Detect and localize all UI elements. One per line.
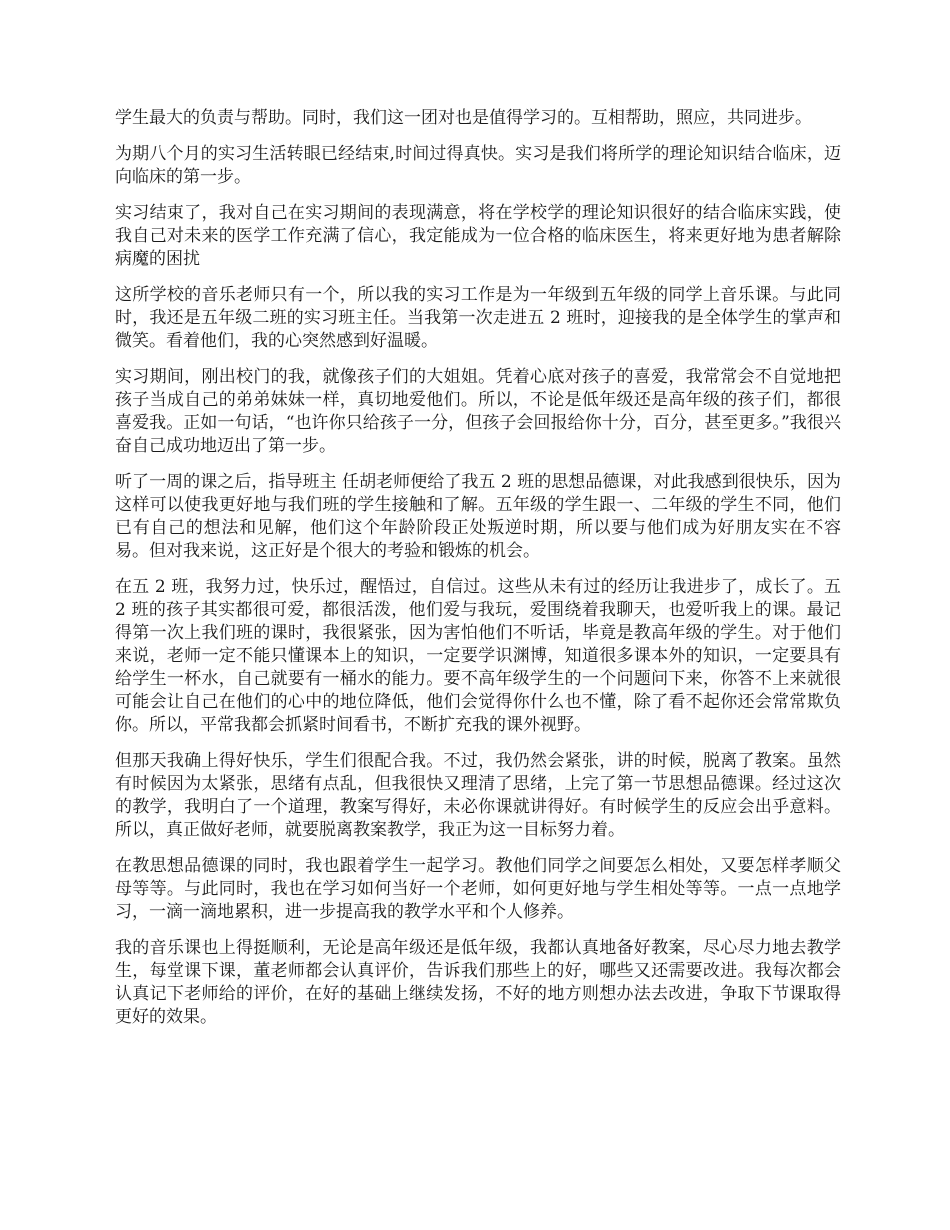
paragraph-10: 我的音乐课也上得挺顺利，无论是高年级还是低年级，我都认真地备好教案，尽心尽力地去教学生，每堂课下课，董老师都会认真评价，告诉我们那些上的好，哪些又还需要改进。我每次都会认真记下老师给的评价，在好的基础上继续发扬，不好的地方则想办法去改进，争取下节课取得更好的效果。 — [115, 938, 841, 1027]
paragraph-8: 但那天我确上得好快乐，学生们很配合我。不过，我仍然会紧张，讲的时候，脱离了教案。虽然有时候因为太紧张，思绪有点乱，但我很快又理清了思绪，上完了第一节思想品德课。经过这次的教学，我明白了一个道理，教案写得好，未必你课就讲得好。有时候学生的反应会出乎意料。所以，真正做好老师，就要脱离教案教学，我正为这一目标努力着。 — [115, 751, 841, 840]
paragraph-3: 实习结束了，我对自己在实习期间的表现满意，将在学校学的理论知识很好的结合临床实践，使我自己对未来的医学工作充满了信心，我定能成为一位合格的临床医生，将来更好地为患者解除病魔的困扰 — [115, 203, 841, 269]
paragraph-5: 实习期间，刚出校门的我，就像孩子们的大姐姐。凭着心底对孩子的喜爱，我常常会不自觉地把孩子当成自己的弟弟妹妹一样，真切地爱他们。所以，不论是低年级还是高年级的孩子们，都很喜爱我。正如一句话，“也许你只给孩子一分，但孩子会回报给你十分，百分，甚至更多。”我很兴奋自己成功地迈出了第一步。 — [115, 367, 841, 456]
paragraph-7: 在五 2 班，我努力过，快乐过，醒悟过，自信过。这些从未有过的经历让我进步了，成长了。五 2 班的孩子其实都很可爱，都很活泼，他们爱与我玩，爱围绕着我聊天，也爱听我上的课。最记得第一次上我们班的课时，我很紧张，因为害怕他们不听话，毕竟是教高年级的学生。对于他们来说，老师一定不能只懂课本上的知识，一定要学识渊博，知道很多课本外的知识，一定要具有给学生一杯水，自己就要有一桶水的能力。要不高年级学生的一个问题问下来，你答不上来就很可能会让自己在他们的心中的地位降低，他们会觉得你什么也不懂，除了看不起你还会常常欺负你。所以，平常我都会抓紧时间看书，不断扩充我的课外视野。 — [115, 577, 841, 735]
paragraph-4: 这所学校的音乐老师只有一个，所以我的实习工作是为一年级到五年级的同学上音乐课。与此同时，我还是五年级二班的实习班主任。当我第一次走进五 2 班时，迎接我的是全体学生的掌声和微笑。看着他们，我的心突然感到好温暖。 — [115, 285, 841, 351]
paragraph-6: 听了一周的课之后，指导班主 任胡老师便给了我五 2 班的思想品德课，对此我感到很快乐，因为这样可以使我更好地与我们班的学生接触和了解。五年级的学生跟一、二年级的学生不同，他们已有自己的想法和见解，他们这个年龄阶段正处叛逆时期，所以要与他们成为好朋友实在不容易。但对我来说，这正好是个很大的考验和锻炼的机会。 — [115, 472, 841, 561]
paragraph-1: 学生最大的负责与帮助。同时，我们这一团对也是值得学习的。互相帮助，照应，共同进步。 — [115, 108, 812, 128]
paragraph-9: 在教思想品德课的同时，我也跟着学生一起学习。教他们同学之间要怎么相处，又要怎样孝顺父母等等。与此同时，我也在学习如何当好一个老师，如何更好地与学生相处等等。一点一点地学习，一滴一滴地累积，进一步提高我的教学水平和个人修养。 — [115, 856, 841, 922]
document-body — [115, 107, 841, 1042]
paragraph-2: 为期八个月的实习生活转眼已经结束,时间过得真快。实习是我们将所学的理论知识结合临床，迈向临床的第一步。 — [115, 144, 841, 187]
